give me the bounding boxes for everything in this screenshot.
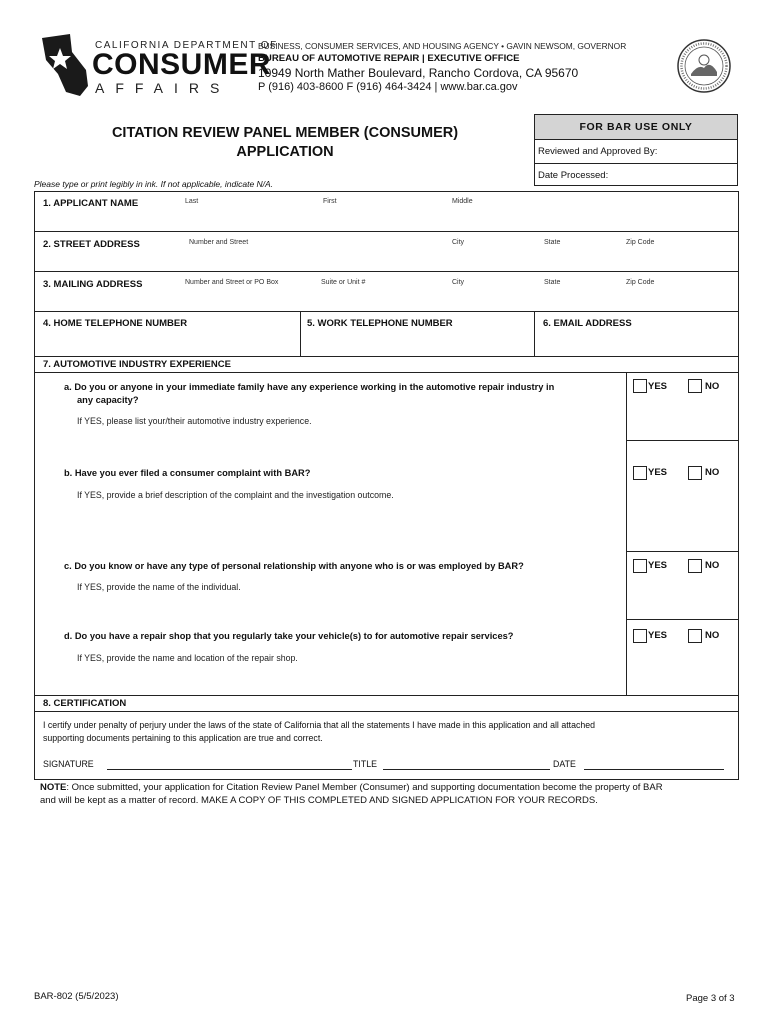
- logo-text-department: CALIFORNIA DEPARTMENT OF: [95, 40, 278, 51]
- question-c-yes-checkbox[interactable]: [633, 559, 647, 573]
- form-title: [60, 124, 510, 162]
- question-a-line1: a. Do you or anyone in your immediate family have any experience working in the automotive repair industry in: [64, 382, 555, 392]
- date-label: DATE: [553, 759, 576, 769]
- note-line1: : Once submitted, your application for Citation Review Panel Member (Consumer) and supporting documentation become the property of BAR: [66, 782, 663, 793]
- mailing-address-label: 3. MAILING ADDRESS: [43, 279, 143, 290]
- mailing-zip-hint: Zip Code: [626, 279, 655, 286]
- application-form: [34, 191, 739, 780]
- question-a-yes-label: YES: [648, 381, 668, 392]
- applicant-name-field[interactable]: [185, 208, 735, 230]
- title-label: TITLE: [353, 759, 377, 769]
- reviewed-approved-field: Reviewed and Approved By:: [538, 146, 658, 157]
- question-c-no-checkbox[interactable]: [688, 559, 702, 573]
- question-d-yes-label: YES: [648, 630, 668, 641]
- form-title-line1: CITATION REVIEW PANEL MEMBER (CONSUMER): [111, 125, 459, 141]
- work-phone-field[interactable]: [303, 332, 531, 354]
- signature-field[interactable]: [107, 769, 352, 770]
- bar-use-only-heading: FOR BAR USE ONLY: [535, 115, 737, 140]
- middle-name-hint: Middle: [452, 198, 473, 205]
- date-processed-field: Date Processed:: [535, 163, 737, 187]
- home-phone-field[interactable]: [39, 332, 297, 354]
- instructions-text: Please type or print legibly in ink. If not applicable, indicate N/A.: [34, 179, 274, 189]
- email-field[interactable]: [537, 332, 735, 354]
- logo-text-consumer: CONSUMER: [92, 48, 272, 81]
- mailing-city-hint: City: [452, 279, 465, 286]
- form-title-line2: APPLICATION: [236, 144, 334, 160]
- question-c-yes-label: YES: [648, 560, 668, 571]
- street-address-field[interactable]: [185, 249, 735, 270]
- question-a: [64, 381, 624, 407]
- address-line: 10949 North Mather Boulevard, Rancho Cordova, CA 95670: [258, 66, 579, 80]
- question-a-no-checkbox[interactable]: [688, 379, 702, 393]
- phone-line: P (916) 403-8600 F (916) 464-3424 | www.bar.ca.gov: [258, 81, 518, 93]
- work-phone-label: 5. WORK TELEPHONE NUMBER: [307, 318, 453, 329]
- certification-text-line1: I certify under penalty of perjury under the laws of the state of California that all the statements I have made in this application and all attached: [43, 720, 596, 730]
- question-a-line2: any capacity?: [77, 395, 139, 405]
- bar-use-only-box: [534, 114, 738, 186]
- mailing-suite-hint: Suite or Unit #: [321, 279, 366, 286]
- date-field[interactable]: [584, 769, 724, 770]
- submission-note: [40, 781, 730, 807]
- note-bold-label: NOTE: [40, 782, 67, 793]
- street-address-label: 2. STREET ADDRESS: [43, 239, 140, 250]
- page-number: Page 3 of 3: [686, 993, 735, 1004]
- question-d: d. Do you have a repair shop that you regularly take your vehicle(s) to for automotive repair services?: [64, 631, 514, 641]
- mailing-address-field[interactable]: [185, 289, 735, 310]
- question-c-note: If YES, provide the name of the individual.: [77, 582, 241, 592]
- note-line2: and will be kept as a matter of record. MAKE A COPY OF THIS COMPLETED AND SIGNED APPLICATION FOR YOUR RECORDS.: [40, 795, 598, 806]
- certification-text: [43, 719, 733, 745]
- street-number-hint: Number and Street: [189, 239, 249, 246]
- california-state-icon: [36, 34, 96, 98]
- experience-label: 7. AUTOMOTIVE INDUSTRY EXPERIENCE: [43, 359, 231, 370]
- agency-line: BUSINESS, CONSUMER SERVICES, AND HOUSING AGENCY • GAVIN NEWSOM, GOVERNOR: [258, 41, 627, 51]
- certification-label: 8. CERTIFICATION: [43, 698, 127, 709]
- question-b-note: If YES, provide a brief description of the complaint and the investigation outcome.: [77, 490, 394, 500]
- street-zip-hint: Zip Code: [626, 239, 655, 246]
- last-name-hint: Last: [185, 198, 199, 205]
- form-id: BAR-802 (5/5/2023): [34, 991, 119, 1002]
- question-d-no-label: NO: [705, 630, 720, 641]
- question-b-no-checkbox[interactable]: [688, 466, 702, 480]
- mailing-state-hint: State: [544, 279, 561, 286]
- email-label: 6. EMAIL ADDRESS: [543, 318, 632, 329]
- first-name-hint: First: [323, 198, 337, 205]
- bureau-line: BUREAU OF AUTOMOTIVE REPAIR | EXECUTIVE OFFICE: [258, 53, 520, 64]
- question-d-note: If YES, provide the name and location of the repair shop.: [77, 653, 298, 663]
- signature-label: SIGNATURE: [43, 759, 94, 769]
- home-phone-label: 4. HOME TELEPHONE NUMBER: [43, 318, 188, 329]
- street-state-hint: State: [544, 239, 561, 246]
- street-city-hint: City: [452, 239, 465, 246]
- question-a-note: If YES, please list your/their automotive industry experience.: [77, 416, 312, 426]
- question-c-no-label: NO: [705, 560, 720, 571]
- applicant-name-label: 1. APPLICANT NAME: [43, 198, 139, 209]
- logo-text-affairs: AFFAIRS: [95, 80, 231, 96]
- question-b-yes-label: YES: [648, 467, 668, 478]
- mailing-number-hint: Number and Street or PO Box: [185, 279, 279, 286]
- state-seal-icon: [676, 38, 732, 94]
- question-d-yes-checkbox[interactable]: [633, 629, 647, 643]
- question-b: b. Have you ever filed a consumer complaint with BAR?: [64, 468, 311, 478]
- question-c: c. Do you know or have any type of personal relationship with anyone who is or was employed by BAR?: [64, 561, 524, 571]
- certification-text-line2: supporting documents pertaining to this application are true and correct.: [43, 733, 323, 743]
- question-b-no-label: NO: [705, 467, 720, 478]
- question-d-no-checkbox[interactable]: [688, 629, 702, 643]
- question-b-yes-checkbox[interactable]: [633, 466, 647, 480]
- title-field[interactable]: [383, 769, 550, 770]
- question-a-yes-checkbox[interactable]: [633, 379, 647, 393]
- question-a-no-label: NO: [705, 381, 720, 392]
